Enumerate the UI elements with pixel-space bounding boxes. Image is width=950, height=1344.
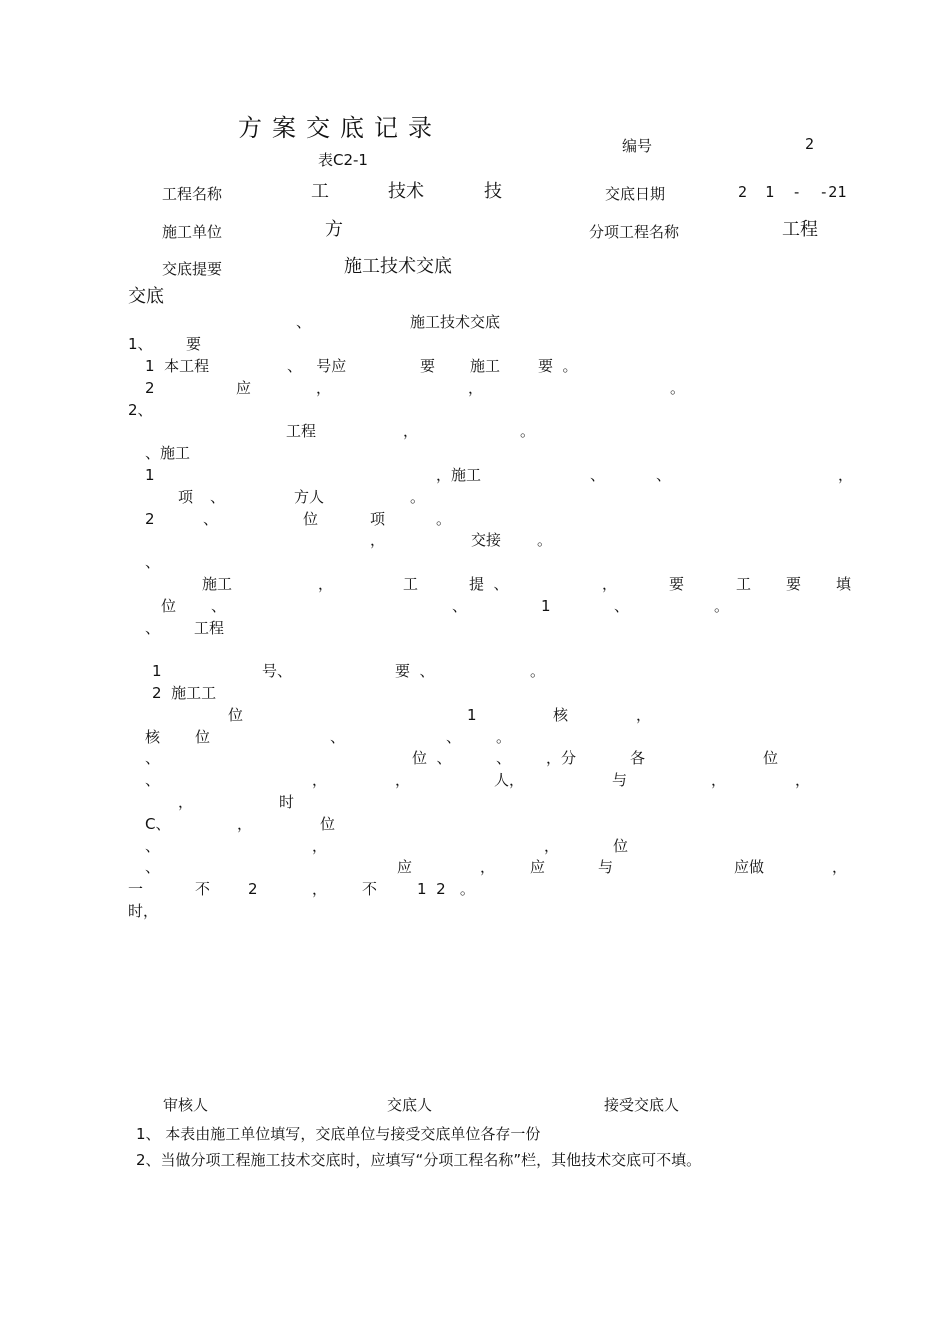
body-fragment: ， <box>312 880 328 898</box>
body-fragment: 1、 <box>128 335 153 353</box>
body-fragment: 号、 <box>262 662 293 680</box>
body-fragment: 要 。 <box>538 357 578 375</box>
body-fragment: 应 <box>397 858 413 876</box>
summary-value: 施工技术交底 <box>344 256 452 277</box>
body-fragment: 、 <box>446 728 462 746</box>
body-fragment: 交接 <box>471 531 502 549</box>
body-fragment: ， <box>636 706 652 724</box>
body-fragment: ， <box>395 771 411 789</box>
body-fragment: 。 <box>714 597 730 615</box>
body-fragment: 施工 <box>202 575 233 593</box>
date-value: 2 1 - -21 <box>738 183 847 201</box>
body-fragment: ， <box>795 771 811 789</box>
body-fragment: 、 <box>145 749 161 767</box>
body-fragment: 、 <box>145 837 161 855</box>
body-fragment: 位 <box>613 837 629 855</box>
body-fragment: ， <box>312 837 328 855</box>
body-fragment: 位 <box>763 749 779 767</box>
body-fragment: 、 <box>614 597 630 615</box>
body-fragment: 、 <box>590 466 606 484</box>
body-fragment: 一 <box>128 880 144 898</box>
body-fragment: 1 2 。 <box>417 880 475 898</box>
project-name-part-3: 技 <box>484 181 502 202</box>
summary-label: 交底提要 <box>162 260 223 278</box>
note-2: 2、当做分项工程施工技术交底时，应填写“分项工程名称”栏，其他技术交底可不填。 <box>136 1151 702 1169</box>
body-fragment: C、 <box>145 815 171 833</box>
body-fragment: 工程 <box>286 422 317 440</box>
body-fragment: 不 <box>195 880 211 898</box>
body-fragment: 位 <box>228 706 244 724</box>
body-fragment: 时 <box>279 793 295 811</box>
body-fragment: 。 <box>410 488 426 506</box>
body-fragment: 2 <box>145 379 155 397</box>
body-fragment: 位 <box>320 815 336 833</box>
body-fragment: 核 <box>145 728 161 746</box>
body-fragment: 1 <box>152 662 162 680</box>
body-fragment: 1 <box>467 706 477 724</box>
body-fragment: 要 <box>186 335 202 353</box>
body-fragment: 填 <box>836 575 852 593</box>
project-name-part-2: 技术 <box>388 181 424 202</box>
unit-value: 方 <box>325 219 343 240</box>
body-fragment: ，施工 <box>436 466 482 484</box>
body-fragment: 。 <box>520 422 536 440</box>
presenter-label: 交底人 <box>387 1096 433 1114</box>
body-fragment: 应 <box>530 858 546 876</box>
body-fragment: 各 <box>630 749 646 767</box>
body-fragment: ， <box>544 837 560 855</box>
body-fragment: 。 <box>496 728 512 746</box>
body-fragment: 、 <box>145 771 161 789</box>
document-title: 方案交底记录 <box>238 114 442 142</box>
body-fragment: 项 <box>178 488 194 506</box>
body-fragment: 。 <box>436 510 452 528</box>
reviewer-label: 审核人 <box>163 1096 209 1114</box>
body-fragment: 与 <box>612 771 628 789</box>
body-fragment: 要 <box>786 575 802 593</box>
body-fragment: 工 <box>403 575 419 593</box>
body-fragment: 核 <box>553 706 569 724</box>
body-fragment: 、 <box>211 597 227 615</box>
body-fragment: 时， <box>128 902 159 920</box>
body-fragment: 工程 <box>194 619 225 637</box>
body-fragment: 人， <box>494 771 525 789</box>
body-fragment: 。 <box>537 531 553 549</box>
body-fragment: ， <box>711 771 727 789</box>
body-fragment: 应 <box>236 379 252 397</box>
body-fragment: 应做 <box>734 858 765 876</box>
body-fragment: 施工技术交底 <box>410 313 501 331</box>
body-fragment: ， <box>237 815 253 833</box>
body-fragment: 、 <box>496 749 512 767</box>
body-fragment: 位 <box>195 728 211 746</box>
body-fragment: 1 本工程 <box>145 357 210 375</box>
receiver-label: 接受交底人 <box>604 1096 680 1114</box>
body-fragment: 1 <box>145 466 155 484</box>
body-fragment: 位 、 <box>412 749 452 767</box>
project-name-part-1: 工 <box>311 181 329 202</box>
body-fragment: 、 号应 <box>287 357 347 375</box>
body-fragment: ， <box>370 531 386 549</box>
body-fragment: 1 <box>541 597 551 615</box>
body-fragment: 、 <box>145 858 161 876</box>
body-fragment: 、 <box>145 619 161 637</box>
body-fragment: 要 <box>669 575 685 593</box>
body-fragment: ， <box>312 771 328 789</box>
serial-value: 2 <box>805 135 815 153</box>
body-fragment: ， <box>602 575 618 593</box>
body-fragment: 、 <box>145 553 161 571</box>
body-fragment: 与 <box>598 858 614 876</box>
serial-label: 编号 <box>622 137 653 155</box>
body-fragment: ，分 <box>546 749 577 767</box>
body-fragment: ， <box>403 422 419 440</box>
body-fragment: 2、 <box>128 401 153 419</box>
body-fragment: 。 <box>670 379 686 397</box>
body-fragment: 2 <box>248 880 258 898</box>
body-fragment: 提 、 <box>469 575 509 593</box>
body-fragment: 方人 <box>294 488 325 506</box>
body-fragment: ， <box>832 858 848 876</box>
body-fragment: 、 <box>210 488 226 506</box>
body-fragment: ， <box>318 575 334 593</box>
body-fragment: 、施工 <box>145 444 191 462</box>
body-fragment: 要 <box>420 357 436 375</box>
body-fragment: 要 、 <box>395 662 435 680</box>
body-fragment: ， <box>178 793 194 811</box>
body-fragment: 、 <box>452 597 468 615</box>
body-fragment: 、 <box>330 728 346 746</box>
body-fragment: 2 施工工 <box>152 684 217 702</box>
body-fragment: 施工 <box>470 357 501 375</box>
subitem-value: 工程 <box>782 219 818 240</box>
body-fragment: 。 <box>530 662 546 680</box>
body-fragment: ， <box>468 379 484 397</box>
body-fragment: 位 <box>303 510 319 528</box>
unit-label: 施工单位 <box>162 223 223 241</box>
body-fragment: 、 <box>296 313 312 331</box>
body-fragment: ， <box>480 858 496 876</box>
form-code: 表C2-1 <box>318 151 368 169</box>
project-name-label: 工程名称 <box>162 185 223 203</box>
body-fragment: ， <box>838 466 854 484</box>
section-label: 交底 <box>128 286 164 307</box>
date-label: 交底日期 <box>605 185 666 203</box>
body-fragment: ， <box>316 379 332 397</box>
note-1: 1、 本表由施工单位填写，交底单位与接受交底单位各存一份 <box>136 1125 541 1143</box>
subitem-label: 分项工程名称 <box>589 223 680 241</box>
body-fragment: 、 <box>203 510 219 528</box>
body-fragment: 项 <box>370 510 386 528</box>
body-fragment: 2 <box>145 510 155 528</box>
body-fragment: 位 <box>161 597 177 615</box>
body-fragment: 、 <box>656 466 672 484</box>
body-fragment: 不 <box>362 880 378 898</box>
body-fragment: 工 <box>736 575 752 593</box>
